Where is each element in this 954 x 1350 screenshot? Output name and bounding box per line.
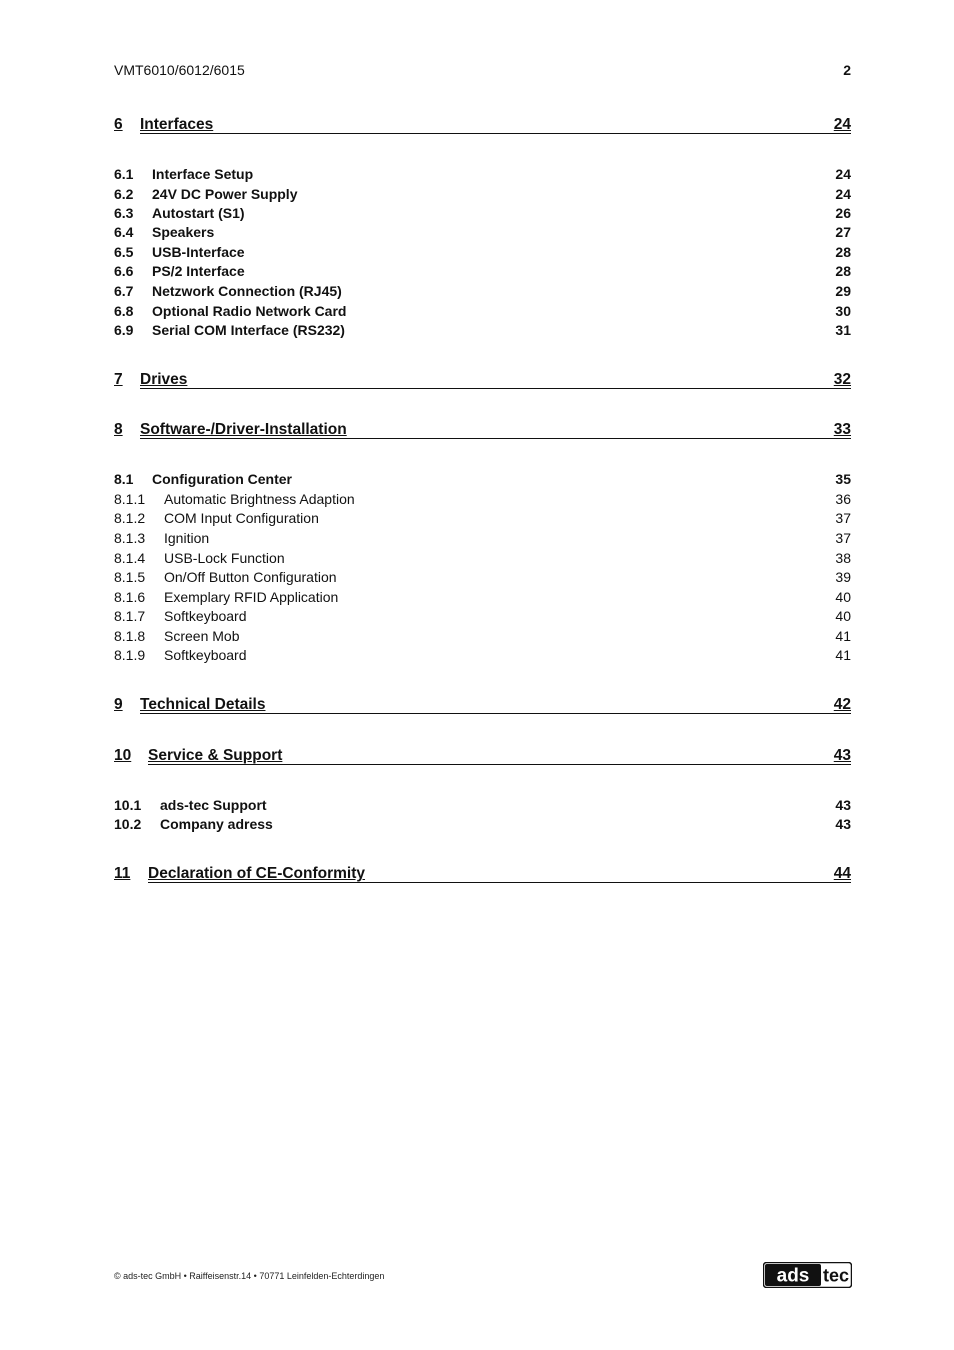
- toc-entry-title: 24V DC Power Supply: [152, 186, 298, 202]
- toc-entry-number: 10: [114, 747, 132, 764]
- toc-entry-title: Softkeyboard: [164, 608, 247, 624]
- toc-entry-level1[interactable]: [114, 864, 851, 884]
- toc-entry-page: 37: [835, 530, 851, 546]
- toc-entry-level3[interactable]: [114, 528, 851, 548]
- toc-entry-number: 8.1.7: [114, 608, 146, 624]
- toc-entry-title: Netzwork Connection (RJ45): [152, 283, 342, 299]
- toc-entry-number: 6.4: [114, 224, 134, 240]
- toc-entry-page: 27: [835, 224, 851, 240]
- toc-entry-page: 32: [833, 371, 851, 388]
- toc-entry-page: 28: [835, 244, 851, 260]
- toc-entry-level2[interactable]: [114, 184, 851, 204]
- toc-entry-level3[interactable]: [114, 508, 851, 528]
- toc-entry-number: 7: [114, 371, 123, 388]
- toc-entry-title: Speakers: [152, 224, 215, 240]
- toc-entry-page: 37: [835, 510, 851, 526]
- toc-entry-number: 8.1.1: [114, 491, 146, 507]
- toc-entry-page: 41: [835, 647, 851, 663]
- toc-entry-level2[interactable]: [114, 320, 851, 340]
- toc-entry-page: 28: [835, 263, 851, 279]
- toc-entry-title: ads-tec Support: [160, 797, 267, 813]
- toc-entry-level3[interactable]: [114, 567, 851, 587]
- toc-entry-rule: [140, 438, 851, 439]
- toc-entry-title: Autostart (S1): [152, 205, 245, 221]
- toc-entry-number: 11: [114, 865, 131, 882]
- ads-tec-logo: [763, 1262, 852, 1288]
- toc-entry-level2[interactable]: [114, 469, 851, 489]
- toc-entry-level3[interactable]: [114, 606, 851, 626]
- toc-entry-number: 6: [114, 116, 123, 133]
- toc-entry-level3[interactable]: [114, 489, 851, 509]
- footer-address: © ads-tec GmbH • Raiffeisenstr.14 • 70771 Leinfelden-Echterdingen: [114, 1271, 385, 1281]
- toc-entry-title: On/Off Button Configuration: [164, 569, 337, 585]
- toc-entry-number: 10.1: [114, 797, 142, 813]
- toc-entry-title: Drives: [140, 371, 188, 388]
- toc-entry-page: 33: [833, 421, 851, 438]
- toc-entry-page: 36: [835, 491, 851, 507]
- document-model: VMT6010/6012/6015: [114, 62, 245, 78]
- toc-entry-number: 8: [114, 421, 123, 438]
- toc-entry-number: 6.1: [114, 166, 134, 182]
- toc-entry-rule: [140, 388, 851, 389]
- toc-entry-level2[interactable]: [114, 301, 851, 321]
- toc-entry-level1[interactable]: [114, 746, 851, 766]
- toc-entry-title: Softkeyboard: [164, 647, 247, 663]
- toc-entry-number: 8.1.5: [114, 569, 146, 585]
- toc-entry-level2[interactable]: [114, 261, 851, 281]
- toc-entry-level3[interactable]: [114, 645, 851, 665]
- toc-entry-number: 8.1.3: [114, 530, 146, 546]
- toc-entry-level3[interactable]: [114, 626, 851, 646]
- toc-entry-title: Exemplary RFID Application: [164, 589, 339, 605]
- toc-entry-level2[interactable]: [114, 242, 851, 262]
- logo-text-left: ads: [776, 1265, 810, 1287]
- toc-entry-number: 6.9: [114, 322, 134, 338]
- toc-entry-page: 43: [835, 816, 851, 832]
- toc-entry-title: Automatic Brightness Adaption: [164, 491, 355, 507]
- toc-entry-rule: [140, 133, 851, 134]
- toc-entry-rule: [140, 713, 851, 714]
- toc-entry-level2[interactable]: [114, 164, 851, 184]
- toc-entry-number: 9: [114, 696, 123, 713]
- toc-entry-page: 38: [835, 550, 851, 566]
- toc-entry-number: 10.2: [114, 816, 142, 832]
- toc-entry-page: 44: [833, 865, 851, 882]
- toc-entry-number: 8.1.2: [114, 510, 146, 526]
- toc-entry-level1[interactable]: [114, 115, 851, 135]
- toc-entry-number: 8.1.8: [114, 628, 146, 644]
- toc-entry-level2[interactable]: [114, 222, 851, 242]
- toc-entry-page: 40: [835, 608, 851, 624]
- toc-entry-page: 35: [835, 471, 851, 487]
- toc-entry-page: 40: [835, 589, 851, 605]
- toc-entry-page: 24: [835, 166, 851, 182]
- toc-entry-number: 8.1.9: [114, 647, 146, 663]
- toc-entry-page: 39: [835, 569, 851, 585]
- toc-entry-title: Optional Radio Network Card: [152, 303, 347, 319]
- toc-entry-page: 43: [835, 797, 851, 813]
- toc-entry-level3[interactable]: [114, 548, 851, 568]
- toc-entry-title: PS/2 Interface: [152, 263, 245, 279]
- toc-entry-page: 42: [833, 696, 851, 713]
- toc-entry-number: 8.1: [114, 471, 134, 487]
- toc-entry-title: Company adress: [160, 816, 273, 832]
- toc-entry-page: 43: [833, 747, 851, 764]
- toc-entry-level2[interactable]: [114, 203, 851, 223]
- toc-entry-title: Technical Details: [140, 696, 266, 713]
- toc-entry-level3[interactable]: [114, 587, 851, 607]
- toc-entry-title: Serial COM Interface (RS232): [152, 322, 345, 338]
- toc-entry-number: 6.2: [114, 186, 134, 202]
- toc-entry-title: Interfaces: [140, 116, 214, 133]
- toc-entry-title: Declaration of CE-Conformity: [148, 865, 366, 882]
- toc-entry-number: 6.7: [114, 283, 134, 299]
- toc-entry-page: 30: [835, 303, 851, 319]
- toc-entry-level1[interactable]: [114, 420, 851, 440]
- toc-entry-page: 41: [835, 628, 851, 644]
- toc-entry-title: USB-Interface: [152, 244, 245, 260]
- page-number: 2: [843, 62, 851, 78]
- toc-entry-level2[interactable]: [114, 281, 851, 301]
- toc-entry-level1[interactable]: [114, 370, 851, 390]
- toc-entry-title: Service & Support: [148, 747, 283, 764]
- toc-entry-title: Ignition: [164, 530, 210, 546]
- toc-entry-title: Configuration Center: [152, 471, 292, 487]
- logo-text-right: tec: [822, 1265, 850, 1286]
- toc-entry-level2[interactable]: [114, 795, 851, 815]
- toc-entry-number: 8.1.6: [114, 589, 146, 605]
- toc-entry-level2[interactable]: [114, 814, 851, 834]
- toc-entry-number: 8.1.4: [114, 550, 146, 566]
- toc-entry-page: 31: [835, 322, 851, 338]
- toc-entry-page: 24: [833, 116, 851, 133]
- toc-entry-title: USB-Lock Function: [164, 550, 285, 566]
- toc-entry-number: 6.5: [114, 244, 134, 260]
- toc-entry-page: 24: [835, 186, 851, 202]
- toc-entry-title: Software-/Driver-Installation: [140, 421, 347, 438]
- toc-entry-level1[interactable]: [114, 695, 851, 715]
- toc-entry-rule: [148, 882, 851, 883]
- toc-entry-rule: [148, 764, 851, 765]
- toc-entry-number: 6.6: [114, 263, 134, 279]
- toc-entry-number: 6.8: [114, 303, 134, 319]
- toc-entry-page: 26: [835, 205, 851, 221]
- toc-entry-number: 6.3: [114, 205, 134, 221]
- toc-entry-title: COM Input Configuration: [164, 510, 319, 526]
- toc-entry-title: Screen Mob: [164, 628, 240, 644]
- toc-entry-page: 29: [835, 283, 851, 299]
- toc-entry-title: Interface Setup: [152, 166, 254, 182]
